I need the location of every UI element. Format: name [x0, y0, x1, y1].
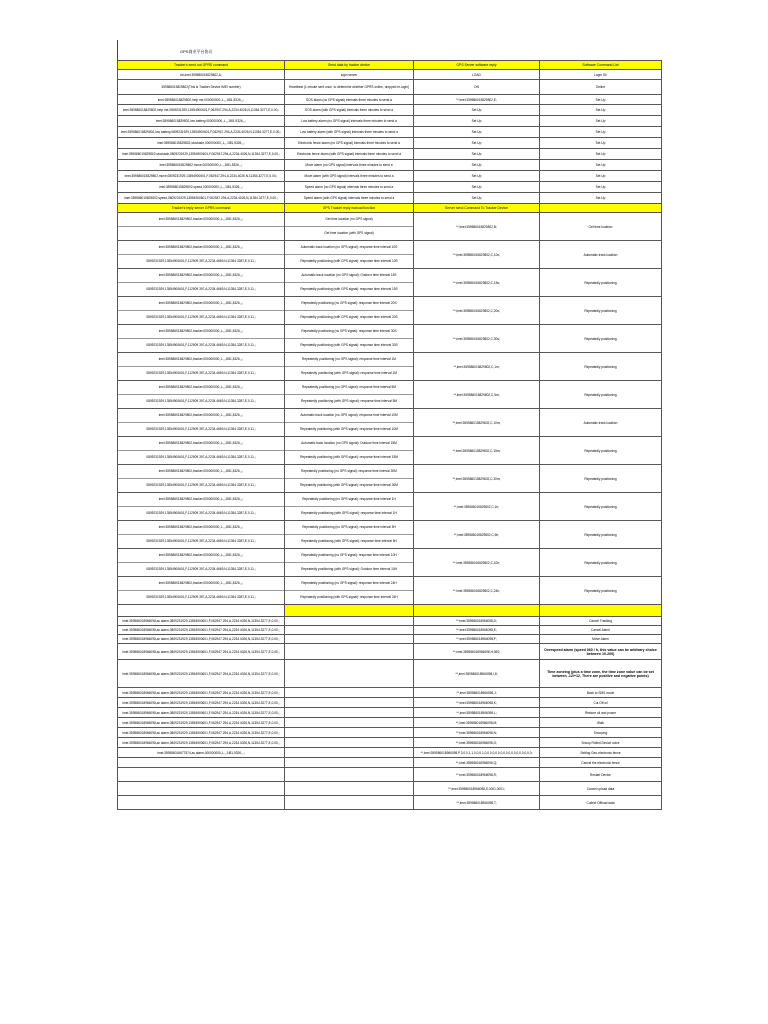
description-cell: Move alarm (with GPS signal) intervals three minutes to send a [285, 171, 414, 182]
separator-cell [414, 605, 540, 617]
separator-cell [118, 605, 285, 617]
cell-line: imei:359586015829802,tracker,000000000,,L,,,1f81,5326,,,; [158, 525, 244, 529]
command-list-cell: Set Up [540, 171, 662, 182]
reply-cell: **,imei:359586018966098,E; [414, 626, 540, 635]
reply-cell: **,imei:359586018966098,N; [414, 728, 540, 738]
reply-cell: **,imei:359586015829802,C,20s; [414, 297, 540, 325]
separator-cell [285, 605, 414, 617]
command-cell [118, 325, 285, 353]
description-cell: Electronic fence alarm (with GPS signal) intervals three minutes to send a [285, 149, 414, 160]
cell-line: Repeatedly positioning (with GPS signal): response time interval 15M [285, 450, 414, 464]
table-row [118, 617, 662, 626]
command-list-cell: Set Up [540, 127, 662, 138]
reply-cell: Set Up [414, 171, 540, 182]
table-row [118, 635, 662, 644]
description-cell: Speed alarm (with GPS signal) intervals three minutes to send a [285, 193, 414, 204]
table-row [118, 353, 662, 381]
table-row [118, 127, 662, 138]
command-cell [118, 782, 285, 796]
table-row [118, 409, 662, 437]
cell-line: Repeatedly positioning (no GPS signal): response time interval 5H [302, 525, 396, 529]
description-cell [285, 698, 414, 708]
description-cell: Electronic fence alarm (no GPS signal) intervals three minutes to send a [285, 138, 414, 149]
command-cell: imei:359586015829802,move,000000000,,L,,,1f81,5326,,,; [118, 160, 285, 171]
command-list-cell: Repeatedly positioning [540, 493, 662, 521]
cell-line: Repeatedly positioning (no GPS signal): response time interval 1H [302, 497, 396, 501]
command-cell [118, 465, 285, 493]
table-row [118, 80, 662, 95]
description-cell [285, 782, 414, 796]
description-cell: Move alarm (no GPS signal) intervals three minutes to send a [285, 160, 414, 171]
reply-cell: **,imei:359586018966098,L; [414, 708, 540, 718]
cell-line: 0809231929,13554900601,F,112909.397,A,2234.4669,N,11354.3287,E,0.11,; [118, 422, 285, 436]
description-cell [285, 768, 414, 782]
table-row [118, 325, 662, 353]
command-list-cell: Snoop Rolled Device voice [540, 738, 662, 748]
table-row [118, 493, 662, 521]
table-row [118, 465, 662, 493]
table-row [118, 521, 662, 549]
description-cell [285, 796, 414, 810]
command-cell: imei:359586015829802,move,0809231929,13554900601,F,062947.294,A,2234.4026,N,11354.3277,E,0.00,; [118, 171, 285, 182]
cell-line: Repeatedly positioning (no GPS signal): response time interval 30S [301, 329, 397, 333]
cell-line: Repeatedly positioning (with GPS signal): response time interval 30M [285, 478, 414, 492]
reply-cell: **,imei:359586015829802,C,1h; [414, 493, 540, 521]
description-cell [285, 738, 414, 748]
table-row [118, 241, 662, 269]
command-cell: imei:359586018966098,ac alarm,0809231929,13554900601,F,062947.294,A,2234.4026,N,11354.3277,E,0.00,; [118, 635, 285, 644]
header-cell: Software Command List [540, 61, 662, 70]
command-list-cell: Set Up [540, 182, 662, 193]
cell-line: Automatic track location (no GPS signal): Outdoor time interval 15M [301, 441, 397, 445]
cell-line: imei:359586015829802,tracker,000000000,,L,,,1f81,5326,,,; [158, 217, 244, 221]
table-row [118, 718, 662, 728]
command-list-cell: Set Up [540, 138, 662, 149]
table-row [118, 796, 662, 810]
reply-cell: **,imei:359586018966098,D; [414, 617, 540, 626]
description-cell [285, 577, 414, 605]
command-list-cell: Repeatedly positioning [540, 353, 662, 381]
command-cell [118, 241, 285, 269]
command-cell [118, 269, 285, 297]
command-cell [118, 768, 285, 782]
header-cell: Server send Command To Tracker Device [414, 204, 540, 213]
command-cell: imei:359586015829802,stockade,000000000,,L,,,1f81,5326,,,; [118, 138, 285, 149]
cell-line: Automatic track location (no GPS signal): response time interval 10M [300, 413, 398, 417]
table-row [118, 768, 662, 782]
cell-line: Repeatedly positioning (no GPS signal): response time interval 5M [302, 385, 396, 389]
reply-cell: **,imei:359586015829802,C,15s; [414, 269, 540, 297]
table-row [118, 193, 662, 204]
table-row [118, 728, 662, 738]
description-cell: Low battery alarm (no GPS signal) intervals three minutes to send a [285, 116, 414, 127]
description-cell [285, 493, 414, 521]
description-cell [285, 748, 414, 758]
table-row [118, 213, 662, 241]
table-row [118, 116, 662, 127]
command-list-cell: Repeatedly positioning [540, 325, 662, 353]
command-cell [118, 381, 285, 409]
cell-line: imei:359586015829802,tracker,000000000,,L,,,1f81,5326,,,; [158, 413, 244, 417]
description-cell [285, 688, 414, 698]
table-row [118, 269, 662, 297]
cell-line: 0809231929,13554900601,F,112909.397,A,2234.4669,N,11354.3287,E,0.11,; [118, 534, 285, 548]
command-list-cell: Cancel Alarm [540, 626, 662, 635]
description-cell [285, 297, 414, 325]
cell-line: Repeatedly positioning (with GPS signal): response time interval 20S [285, 310, 414, 324]
cell-line: Repeatedly positioning (with GPS signal): response time interval 10S [285, 254, 414, 268]
protocol-table [117, 60, 662, 810]
command-cell: imei:359586015829802,help me,0809231929,13554900601,F,062947.294,A,2234.4026,N,11354.3277,E,0.00,; [118, 105, 285, 116]
description-cell: login server [285, 70, 414, 80]
command-list-cell: Get time location [540, 213, 662, 241]
description-cell [285, 521, 414, 549]
command-list-cell: Cut Off oil [540, 698, 662, 708]
table-row [118, 738, 662, 748]
table-row [118, 149, 662, 160]
reply-cell: **,imei:359586018966098,Q; [414, 758, 540, 768]
cell-line: Repeatedly positioning (with GPS signal): response time interval 24H [285, 590, 414, 604]
cell-line: Repeatedly positioning (with GPS signal): response time interval 1M [285, 366, 414, 380]
table-row [118, 95, 662, 105]
description-cell [285, 241, 414, 269]
reply-cell: **,imei:359586015829802,C,1m; [414, 353, 540, 381]
reply-cell: **,imei:359586018966098,I,8; [414, 660, 540, 688]
table-row [118, 105, 662, 116]
reply-cell: **,imei:359586018966098,O; [414, 738, 540, 748]
command-list-cell: Set Up [540, 105, 662, 116]
cell-line: Repeatedly positioning (no GPS signal): response time interval 1M [302, 357, 396, 361]
command-cell [118, 493, 285, 521]
cell-line: Repeatedly positioning (no GPS signal): response time interval 10H [301, 553, 397, 557]
cell-line: 0809231929,13554900601,F,112909.397,A,2234.4669,N,11354.3287,E,0.11,; [118, 590, 285, 604]
reply-cell: Set Up [414, 182, 540, 193]
command-cell [118, 213, 285, 241]
command-cell: imei:359586015829802,low battery,000000000,,L,,,1f81,5326,,,; [118, 116, 285, 127]
cell-line: imei:359586015829802,tracker,000000000,,L,,,1f81,5326,,,; [158, 581, 244, 585]
reply-cell: **,imei:359586015829802,E; [414, 95, 540, 105]
command-cell [118, 521, 285, 549]
cell-line: imei:359586015829802,tracker,000000000,,L,,,1f81,5326,,,; [158, 301, 244, 305]
command-cell: imei:359586018966098,ac alarm,0809231929,13554900601,F,062947.294,A,2234.4026,N,11354.3277,E,0.00,; [118, 728, 285, 738]
reply-cell: Set Up [414, 138, 540, 149]
table-row [118, 698, 662, 708]
cell-line: Get time location (no GPS signal) [325, 217, 373, 221]
command-list-cell: Login Ok [540, 70, 662, 80]
cell-line: imei:359586015829802,tracker,000000000,,L,,,1f81,5326,,,; [158, 497, 244, 501]
command-cell [118, 577, 285, 605]
command-cell: imei:359586018966098,ac alarm,0809231929,13554900601,F,062947.294,A,2234.4026,N,11354.3277,E,0.00,; [118, 660, 285, 688]
description-cell [285, 626, 414, 635]
reply-cell: ON [414, 80, 540, 95]
command-list-cell: Restart Device [540, 768, 662, 782]
command-cell [118, 297, 285, 325]
command-list-cell: Automatic track location [540, 241, 662, 269]
command-list-cell: Setting Geo-electronic fence [540, 748, 662, 758]
description-cell [285, 758, 414, 768]
table-row [118, 782, 662, 796]
command-list-cell: Repeatedly positioning [540, 269, 662, 297]
reply-cell: **,imei:359586015829802,C,15m; [414, 437, 540, 465]
description-cell [285, 617, 414, 626]
cell-line: 0809231929,13554900601,F,112909.397,A,2234.4669,N,11354.3287,E,0.11,; [118, 450, 285, 464]
description-cell [285, 644, 414, 660]
command-list-cell: Collect Offload data [540, 796, 662, 810]
command-cell: imei:359586018966098,ac alarm,0809231929,13554900601,F,062947.294,A,2234.4026,N,11354.3277,E,0.00,; [118, 626, 285, 635]
command-list-cell: Snooping [540, 728, 662, 738]
command-cell: imei:359586015829802,help me,000000000,,L,,,1f81,5326,,,; [118, 95, 285, 105]
table-row [118, 297, 662, 325]
cell-line: 0809231929,13554900601,F,112909.397,A,2234.4669,N,11354.3287,E,0.11,; [118, 506, 285, 520]
reply-cell: **,imei:359586015829802,C,10m; [414, 409, 540, 437]
command-list-cell: Repeatedly positioning [540, 437, 662, 465]
table-row [118, 758, 662, 768]
reply-cell: **,imei:359586015829802,C,5m; [414, 381, 540, 409]
reply-cell: Set Up [414, 149, 540, 160]
command-cell: imei:359586015829802,stockade,0809231929,13554900601,F,062947.294,A,2234.4026,N,11354.3277,E,0.00,; [118, 149, 285, 160]
table-row [118, 182, 662, 193]
reply-cell: **,imei:359586018966098,R; [414, 768, 540, 782]
cell-line: Automatic track location (no GPS signal): response time interval 10S [300, 245, 398, 249]
cell-line: imei:359586015829802,tracker,000000000,,L,,,1f81,5326,,,; [158, 245, 244, 249]
reply-cell: Set Up [414, 116, 540, 127]
header-cell: Send data by tracker device [285, 61, 414, 70]
cell-line: 0809231929,13554900601,F,112909.397,A,2234.4669,N,11354.3287,E,0.11,; [118, 282, 285, 296]
reply-cell: **,imei:359586015829802,C,10h; [414, 549, 540, 577]
description-cell [285, 269, 414, 297]
reply-cell: **,imei:359586015829802,C,24h; [414, 577, 540, 605]
description-cell: Low battery alarm (with GPS signal) intervals three minutes to send a [285, 127, 414, 138]
description-cell: Speed alarm (no GPS signal) intervals three minutes to send a [285, 182, 414, 193]
description-cell [285, 381, 414, 409]
header-cell: Tracker's send out GPRS command [118, 61, 285, 70]
command-cell: ##,imei:359586015829802,A; [118, 70, 285, 80]
cell-line: Repeatedly positioning (with GPS signal): response time interval 30S [285, 338, 414, 352]
reply-cell: **,imei:359586018966098,S,0001,0001; [414, 782, 540, 796]
description-cell [285, 213, 414, 241]
cell-line: Repeatedly positioning (with GPS signal): response time interval 5H [285, 534, 414, 548]
command-list-cell: Repeatedly positioning [540, 465, 662, 493]
command-list-cell: Back to SMS mode [540, 688, 662, 698]
cell-line: 0809231929,13554900601,F,112909.397,A,2234.4669,N,11354.3287,E,0.11,; [118, 366, 285, 380]
cell-line: imei:359586015829802,tracker,000000000,,L,,,1f81,5326,,,; [158, 385, 244, 389]
cell-line: Repeatedly positioning (no GPS signal): response time interval 30M [301, 469, 397, 473]
command-list-cell: Repeatedly positioning [540, 381, 662, 409]
command-cell: imei:359586018966098,ac alarm,0809231929,13554900601,F,062947.294,A,2234.4026,N,11354.3277,E,0.00,; [118, 738, 285, 748]
description-cell [285, 635, 414, 644]
command-list-cell: Time zoneing (plus a time zone, the time zone value can be set between -12/+12, There are positive and negative points) [540, 660, 662, 688]
command-list-cell: Move Alarm [540, 635, 662, 644]
cell-line: Repeatedly positioning (with GPS signal): response time interval 15S [285, 282, 414, 296]
command-list-cell: Walk [540, 718, 662, 728]
cell-line: imei:359586015829802,tracker,000000000,,L,,,1f81,5326,,,; [158, 469, 244, 473]
reply-cell: Set Up [414, 127, 540, 138]
table-row [118, 577, 662, 605]
command-cell: imei:359586018966098,ac alarm,0809231929,13554900601,F,062947.294,A,2234.4026,N,11354.3277,E,0.00,; [118, 688, 285, 698]
table-row [118, 644, 662, 660]
command-list-cell: Cancel Tracking [540, 617, 662, 626]
description-cell: Heartbeat (1 minute sent once, to determine whether GPRS online, dropped re-login) [285, 80, 414, 95]
reply-cell: **,imei:359586018966098,P,3,0,0,1,1,0,0,0,1,0,0,0,0,0,0,0,0,0,0,0,0,0,0,0,0,0,0; [414, 748, 540, 758]
table-row [118, 138, 662, 149]
description-cell [285, 708, 414, 718]
table-row [118, 70, 662, 80]
table-row [118, 688, 662, 698]
cell-line: 0809231929,13554900601,F,112909.397,A,2234.4669,N,11354.3287,E,0.11,; [118, 310, 285, 324]
separator-row [118, 605, 662, 617]
header-cell: Tracker's reply server GPRS command [118, 204, 285, 213]
table-row [118, 748, 662, 758]
command-list-cell: Repeatedly positioning [540, 577, 662, 605]
description-cell: SOS alarm (with GPS signal) intervals three minutes to send a [285, 105, 414, 116]
cell-line: imei:359586015829802,tracker,000000000,,L,,,1f81,5326,,,; [158, 329, 244, 333]
reply-cell: **,imei:359586018966098,K; [414, 698, 540, 708]
command-cell: imei:359586018966098,ac alarm,0809231929,13554900601,F,062947.294,A,2234.4026,N,11354.3277,E,0.00,; [118, 698, 285, 708]
command-list-cell: Cancel the electronic fence [540, 758, 662, 768]
command-cell: imei:359586016677574,ac alarm,000000000,,L,,,1f81,5326,,,; [118, 748, 285, 758]
description-cell [285, 549, 414, 577]
command-cell: imei:359586018966098,ac alarm,0809231929,13554900601,F,062947.294,A,2234.4026,N,11354.3277,E,0.00,; [118, 718, 285, 728]
description-cell [285, 437, 414, 465]
header-row [118, 204, 662, 213]
reply-cell: **,imei:359586018966098,T; [414, 796, 540, 810]
header-row [118, 61, 662, 70]
command-cell [118, 549, 285, 577]
separator-cell [540, 605, 662, 617]
cell-line [118, 226, 285, 240]
cell-line: 0809231929,13554900601,F,112909.397,A,2234.4669,N,11354.3287,E,0.11,; [118, 394, 285, 408]
reply-cell: LOAD [414, 70, 540, 80]
page-title: GPS商业平台协议 [180, 49, 213, 54]
description-cell: SOS alarm (no GPS signal) intervals three minutes to send a [285, 95, 414, 105]
cell-line: Repeatedly positioning (with GPS signal): Outdoor time interval 10H [285, 562, 414, 576]
reply-cell: **,imei:359586018966098,F; [414, 635, 540, 644]
command-cell [118, 437, 285, 465]
description-cell [285, 409, 414, 437]
command-cell [118, 409, 285, 437]
command-cell [118, 353, 285, 381]
command-list-cell: Restore oil and power [540, 708, 662, 718]
table-row [118, 708, 662, 718]
command-list-cell: Repeatedly positioning [540, 549, 662, 577]
table-row [118, 626, 662, 635]
header-cell [540, 204, 662, 213]
description-cell [285, 718, 414, 728]
command-cell: imei:359586015829802,speed,000000000,,L,,,1f81,5326,,,; [118, 182, 285, 193]
sheet-left-border [117, 40, 118, 60]
table-row [118, 160, 662, 171]
table-row [118, 171, 662, 182]
command-cell: imei:359586018966098,ac alarm,0809231929,13554900601,F,062947.294,A,2234.4026,N,11354.3277,E,0.00,; [118, 617, 285, 626]
command-cell [118, 758, 285, 768]
cell-line: imei:359586015829802,tracker,000000000,,L,,,1f81,5326,,,; [158, 357, 244, 361]
cell-line: Repeatedly positioning (with GPS signal): response time interval 10M [285, 422, 414, 436]
header-cell: GPS Tracker reply manual function [285, 204, 414, 213]
cell-line: imei:359586015829802,tracker,000000000,,L,,,1f81,5326,,,; [158, 273, 244, 277]
command-list-cell: Automatic track location [540, 409, 662, 437]
command-list-cell: Online [540, 80, 662, 95]
command-list-cell: Cancel upload data [540, 782, 662, 796]
reply-cell: **,imei:359586015829802,C,10s; [414, 241, 540, 269]
cell-line: Repeatedly positioning (no GPS signal): response time interval 24H [301, 581, 397, 585]
cell-line: Repeatedly positioning (with GPS signal): response time interval 1H [285, 506, 414, 520]
reply-cell: Set Up [414, 105, 540, 116]
command-list-cell: Set Up [540, 160, 662, 171]
reply-cell: **,imei:359586018966098,J; [414, 688, 540, 698]
description-cell [285, 353, 414, 381]
header-cell: GPS Server software reply [414, 61, 540, 70]
command-list-cell: Set Up [540, 95, 662, 105]
reply-cell: **,imei:359586018966098,M; [414, 718, 540, 728]
description-cell [285, 728, 414, 738]
command-list-cell: Overspeed alarm (speed 060 / h, this value can be arbitrary choice between 10-200) [540, 644, 662, 660]
cell-line: Repeatedly positioning (with GPS signal): response time interval 5M [285, 394, 414, 408]
reply-cell: Set Up [414, 160, 540, 171]
command-cell [118, 796, 285, 810]
cell-line: 0809231929,13554900601,F,112909.397,A,2234.4669,N,11354.3287,E,0.11,; [118, 338, 285, 352]
command-cell: imei:359586018966098,ac alarm,0809231929,13554900601,F,062947.294,A,2234.4026,N,11354.3277,E,0.00,; [118, 708, 285, 718]
reply-cell: **,imei:359586015829802,B; [414, 213, 540, 241]
cell-line: Automatic track location (no GPS signal): Outdoor time interval 15S [301, 273, 397, 277]
cell-line: imei:359586015829802,tracker,000000000,,L,,,1f81,5326,,,; [158, 553, 244, 557]
command-list-cell: Repeatedly positioning [540, 521, 662, 549]
cell-line: 0809231929,13554900601,F,112909.397,A,2234.4669,N,11354.3287,E,0.11,; [118, 562, 285, 576]
command-list-cell: Set Up [540, 116, 662, 127]
cell-line: Get time location (with GPS signal) [285, 226, 414, 240]
table-row [118, 437, 662, 465]
command-list-cell: Set Up [540, 149, 662, 160]
description-cell [285, 325, 414, 353]
description-cell [285, 660, 414, 688]
command-cell: imei:359586015829802,low battery,0809231929,13554900601,F,062947.294,A,2234.4026,N,11354.3277,E,0.00,; [118, 127, 285, 138]
reply-cell: **,imei:359586015829802,C,30s; [414, 325, 540, 353]
table-row [118, 549, 662, 577]
cell-line: Repeatedly positioning (no GPS signal): response time interval 20S [301, 301, 397, 305]
command-cell: imei:359586018966098,ac alarm,0809231929,13554900601,F,062947.294,A,2234.4026,N,11354.3277,E,0.00,; [118, 644, 285, 660]
command-cell: imei:359586015829802,speed,0809231929,13554900601,F,062947.294,A,2234.4026,N,11354.3277,E,0.00,; [118, 193, 285, 204]
command-list-cell: Set Up [540, 193, 662, 204]
cell-line: imei:359586015829802,tracker,000000000,,L,,,1f81,5326,,,; [158, 441, 244, 445]
reply-cell: Set Up [414, 193, 540, 204]
reply-cell: **,imei:359586015829802,C,5h; [414, 521, 540, 549]
description-cell [285, 465, 414, 493]
reply-cell: **,imei:359586018966098,H,060; [414, 644, 540, 660]
cell-line: 0809231929,13554900601,F,112909.397,A,2234.4669,N,11354.3287,E,0.11,; [118, 478, 285, 492]
command-cell: 359586015829802(This is Tracker Device IMEI number) [118, 80, 285, 95]
command-list-cell: Repeatedly positioning [540, 297, 662, 325]
cell-line: 0809231929,13554900601,F,112909.397,A,2234.4669,N,11354.3287,E,0.11,; [118, 254, 285, 268]
table-row [118, 660, 662, 688]
table-row [118, 381, 662, 409]
reply-cell: **,imei:359586015829802,C,30m; [414, 465, 540, 493]
